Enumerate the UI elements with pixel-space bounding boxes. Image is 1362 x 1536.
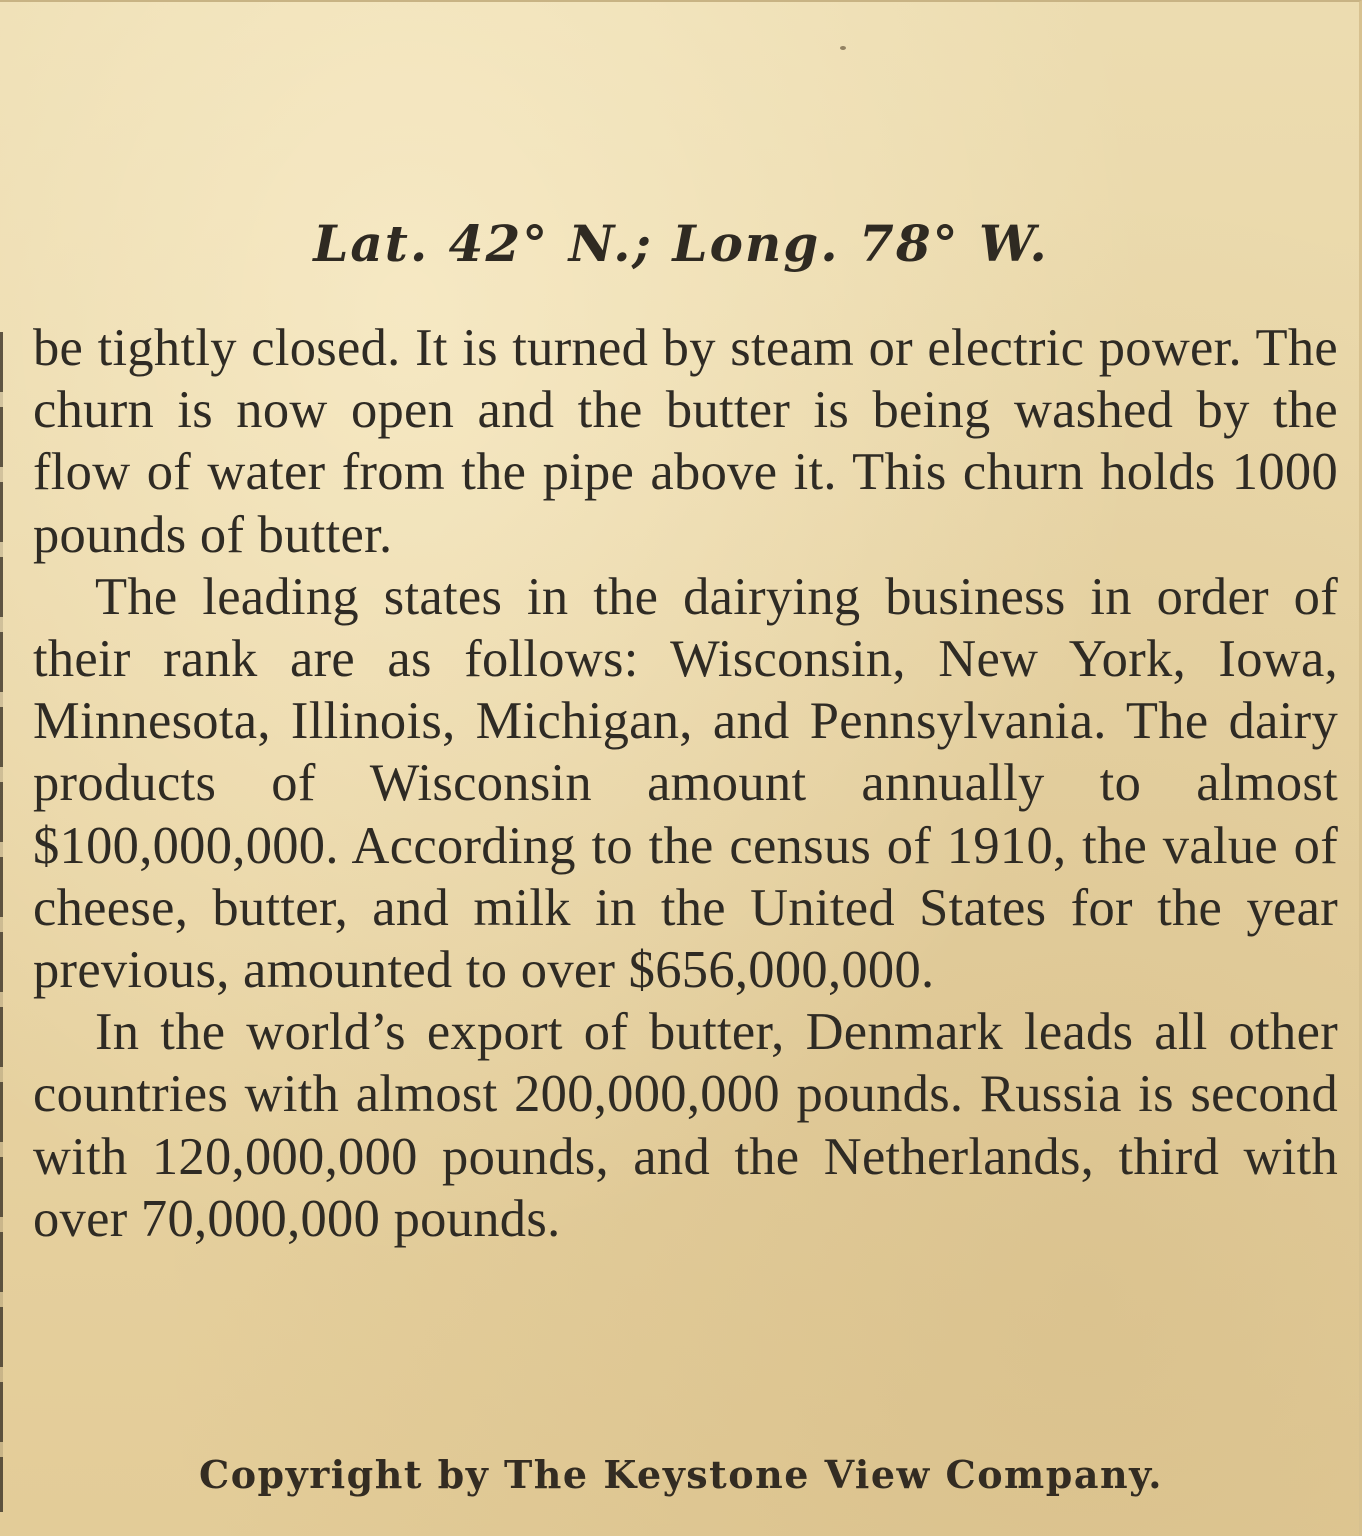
paragraph-churn: be tightly closed. It is turned by steam or electric power. The churn is now open and the butter is being washed by the flow of water from the pipe above it. This churn holds 1000 pounds of butter.	[33, 319, 1338, 564]
paper-speck	[840, 46, 846, 50]
body-text	[33, 317, 1338, 1250]
card-left-border	[0, 332, 3, 1512]
coordinates-heading: Lat. 42° N.; Long. 78° W.	[313, 214, 1049, 273]
paragraph-butter-export: In the world’s export of butter, Denmark leads all other countries with almost 200,000,000 pounds. Russia is second with 120,000,000 pounds, and the Netherlands, third with over 70,000,000 pounds.	[33, 1003, 1338, 1248]
copyright-line: Copyright by The Keystone View Company.	[198, 1452, 1164, 1497]
paragraph-leading-states: The leading states in the dairying business in order of their rank are as follows: Wisconsin, New York, Iowa, Minnesota, Illinois, Michigan, and Pennsylvania. The dairy products of Wisconsin amount annually to almost $100,000,000. According to the census of 1910, the value of cheese, butter, and milk in the United States for the year previous, amounted to over $656,000,000.	[33, 567, 1338, 1000]
